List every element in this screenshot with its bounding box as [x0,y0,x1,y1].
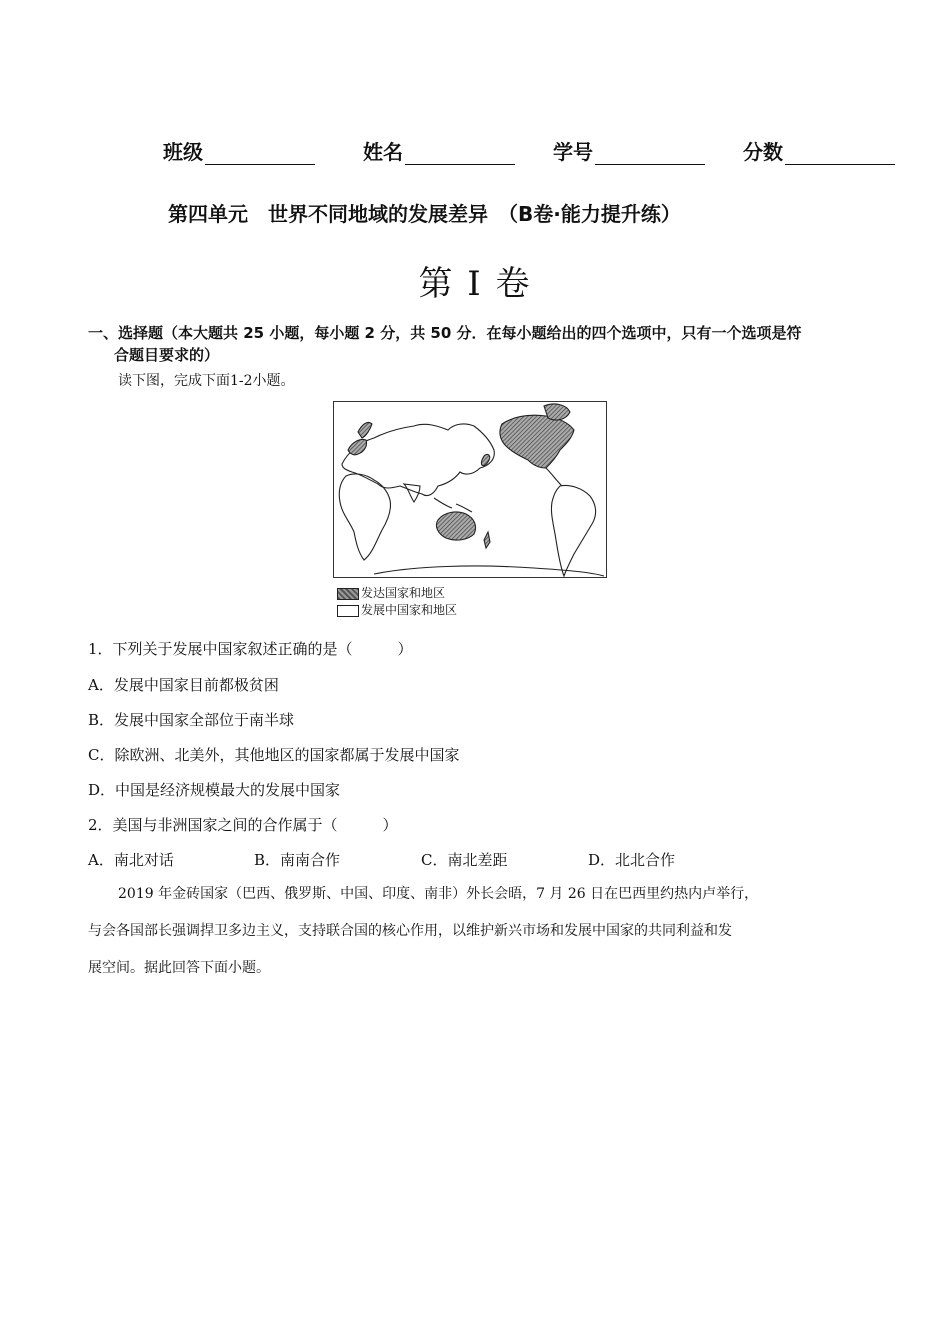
student-number-field[interactable] [553,136,705,165]
central-america [546,468,562,486]
class-label: 班级 [163,140,203,164]
passage-line-3: 展空间。据此回答下面小题。 [88,960,270,976]
class-field[interactable] [163,136,315,165]
question-2-option-c[interactable]: C．南北差距 [421,851,508,869]
north-america-developed [500,415,574,468]
question-1-option-b[interactable]: B．发展中国家全部位于南半球 [88,711,295,729]
legend-label-developed: 发达国家和地区 [361,586,446,600]
se-asia-islands [434,498,472,512]
australia-developed [436,512,475,540]
legend-developing [337,601,457,618]
student-number-blank[interactable] [595,144,705,165]
south-america-outline [551,485,595,576]
name-label: 姓名 [363,140,403,164]
score-field[interactable] [743,136,895,165]
world-map-figure [333,401,607,578]
class-blank[interactable] [205,144,315,165]
new-zealand [484,532,490,548]
question-1-option-d[interactable]: D．中国是经济规模最大的发展中国家 [88,781,341,799]
scandinavia [358,422,372,438]
figure-instruction: 读下图，完成下面1-2小题。 [118,373,295,389]
africa-outline [339,474,390,560]
world-map-image [334,402,607,578]
passage-line-2: 与会各国部长强调捍卫多边主义，支持联合国的核心作用，以维护新兴市场和发展中国家的共同利益和发 [88,923,732,939]
legend-label-developing: 发展中国家和地区 [361,603,458,617]
question-2-options [88,849,888,871]
legend-swatch-developing [337,605,359,617]
score-label: 分数 [743,140,783,164]
section-heading-line2: 合题目要求的） [114,346,220,364]
section-heading [88,322,878,366]
name-blank[interactable] [405,144,515,165]
student-number-label: 学号 [553,140,593,164]
question-2-stem: 2．美国与非洲国家之间的合作属于（ ） [88,816,398,834]
volume-title: 第 I 卷 [418,264,532,304]
legend-developed [337,584,445,601]
legend-swatch-developed [337,588,359,600]
question-2-option-b[interactable]: B．南南合作 [254,851,341,869]
name-field[interactable] [363,136,515,165]
europe-developed [348,439,367,454]
question-2-option-d[interactable]: D．北北合作 [588,851,676,869]
question-1-option-a[interactable]: A．发展中国家目前都极贫困 [88,676,279,694]
section-heading-line1: 一、选择题（本大题共 25 小题，每小题 2 分，共 50 分．在每小题给出的四个选项中，只有一个选项是符 [88,324,802,342]
unit-title: 第四单元 世界不同地域的发展差异 （B卷·能力提升练） [168,202,681,226]
question-2-option-a[interactable]: A．南北对话 [88,851,174,869]
passage-line-1: 2019 年金砖国家（巴西、俄罗斯、中国、印度、南非）外长会晤，7 月 26 日在巴西里约热内卢举行， [118,886,759,902]
question-1-stem: 1．下列关于发展中国家叙述正确的是（ ） [88,640,413,658]
score-blank[interactable] [785,144,895,165]
question-1-option-c[interactable]: C．除欧洲、北美外，其他地区的国家都属于发展中国家 [88,746,460,764]
greenland [544,404,570,420]
antarctica [374,566,604,576]
reading-passage [88,876,878,987]
